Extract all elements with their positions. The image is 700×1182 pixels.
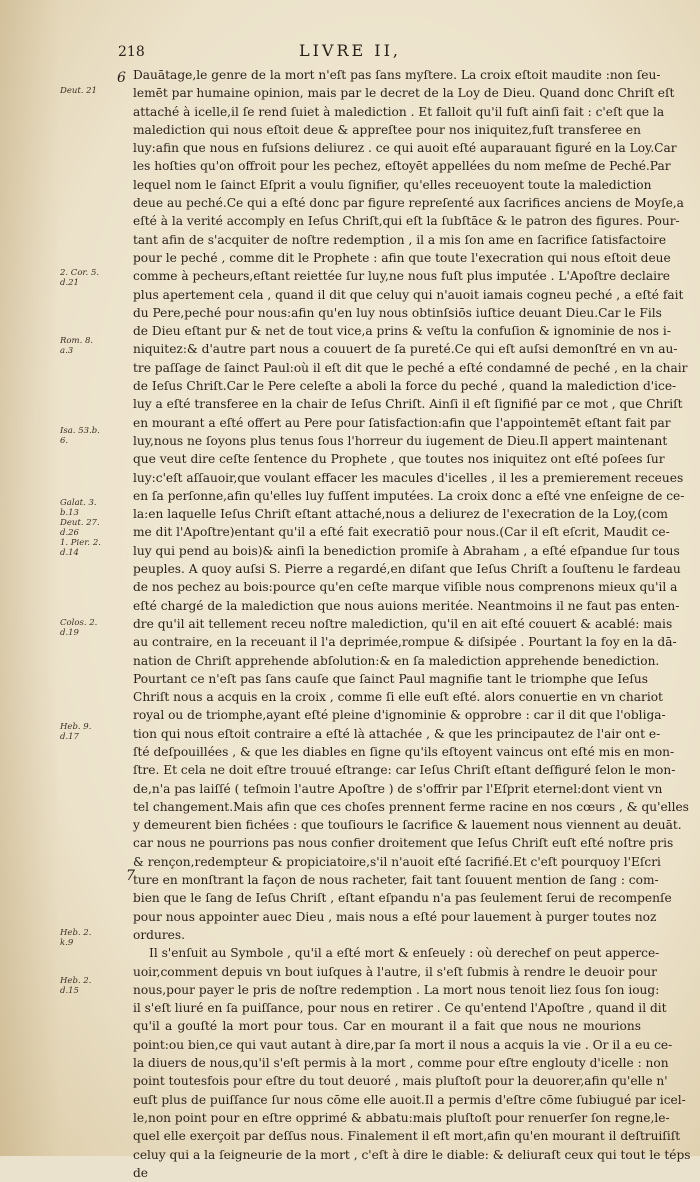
text-line: luy qui pend au bois)& ainſi la benediction promiſe à Abraham , a eſté eſpandue ſur tous	[133, 543, 680, 558]
text-line: niquitez:& d'autre part nous a couuert de ſa pureté.Ce qui eſt auſsi demonſtré en vn au-	[133, 342, 678, 357]
text-line: & rençon,redempteur & propiciatoire,s'il n'auoit eſté ſacrifié.Et c'eſt pourquoy l'Eſcri	[133, 854, 661, 869]
text-line: ture en monſtrant la façon de nous racheter, fait tant ſouuent mention de ſang : com-	[133, 873, 659, 888]
text-line: au contraire, en la receuant il l'a deprimée,rompue & diſsipée . Pourtant la foy en la dā-	[133, 635, 677, 650]
text-line: royal ou de triomphe,ayant eſté pleine d'ignominie & opprobre : car il dit que l'obliga-	[133, 708, 666, 723]
text-line: point toutesfois pour eſtre du tout deuoré , mais pluſtoſt pour la deuorer,afin qu'elle n'	[133, 1074, 668, 1089]
text-line: qu'il a gouſté la mort pour tous. Car en mourant il a fait que nous ne mourions	[133, 1019, 641, 1034]
margin-note: Deut. 21	[60, 86, 97, 96]
paragraph-number: 6	[117, 70, 126, 86]
margin-notes	[60, 0, 120, 1156]
text-line: tant afin de s'acquiter de noſtre redemption , il a mis ſon ame en ſacrifice ſatisfactoire	[133, 232, 667, 247]
margin-note: Heb. 2. k.9	[60, 928, 92, 948]
text-line: luy,nous ne ſoyons plus tenus ſous l'horreur du iugement de Dieu.Il appert maintenant	[133, 433, 668, 448]
page-number: 218	[118, 44, 145, 60]
text-line: de Dieu eſtant pur & net de tout vice,a prins & veſtu la confuſion & ignominie de nos i-	[133, 324, 671, 339]
margin-note: Heb. 9. d.17	[60, 722, 92, 742]
paragraph-number: 7	[126, 868, 135, 884]
text-line: ſtre. Et cela ne doit eſtre trouué eſtrange: car Ieſus Chriſt eſtant deſfiguré ſelon le mon-	[133, 763, 676, 778]
text-line: quel elle exerçoit par deſſus nous. Finalement il eſt mort,afin qu'en mourant il deſtruiſiſt	[133, 1129, 681, 1144]
margin-note: Rom. 8. a.3	[60, 336, 94, 356]
text-line: ſté deſpouillées , & que les diables en ſigne qu'ils eſtoyent vaincus ont eſté mis en mon-	[133, 744, 675, 759]
text-line: nation de Chriſt apprehende abſolution:& en ſa malediction apprehende benediction.	[133, 653, 660, 668]
margin-note: 2. Cor. 5. d.21	[60, 268, 100, 288]
text-line: lequel nom le ſainct Eſprit a voulu ſignifier, qu'elles receuoyent toute la malediction	[133, 177, 652, 192]
text-line: Il s'enſuit au Symbole , qu'il a eſté mort & enſeuely : où derechef on peut apperce-	[149, 946, 660, 961]
text-line: plus apertement cela , quand il dit que celuy qui n'auoit iamais cogneu peché , a eſté fait	[133, 287, 684, 302]
text-line: malediction qui nous eſtoit deue & appreſtee pour nos iniquitez,fuſt transferee en	[133, 122, 641, 137]
text-line: deue au peché.Ce qui a eſté donc par figure repreſenté aux ſacrifices anciens de Moyſe,a	[133, 196, 684, 211]
text-line: comme à pecheurs,eſtant reiettée ſur luy,ne nous fuſt plus imputée . L'Apoſtre declaire	[133, 269, 671, 284]
running-title: LIVRE II,	[298, 41, 402, 60]
margin-note: Colos. 2. d.19	[60, 618, 98, 638]
text-line: de	[133, 1165, 149, 1180]
text-line: tel changement.Mais afin que ces choſes prennent ferme racine en nos cœurs , & qu'elles	[133, 799, 689, 814]
text-line: point:ou bien,ce qui vaut autant à dire,par ſa mort il nous a acquis la vie . Or il a eu ce-	[133, 1037, 673, 1052]
text-line: y demeurent bien fichées : que touſiours le ſacrifice & lauement nous viennent au deuāt.	[133, 818, 682, 833]
text-line: car nous ne pourrions pas nous confier droitement que Ieſus Chriſt euſt eſté noſtre pris	[133, 836, 674, 851]
text-line: celuy qui a la ſeigneurie de la mort , c'eſt à dire le diable: & deliuraſt ceux qui tout le téps	[133, 1147, 691, 1162]
text-line: uoir,comment depuis vn bout iuſques à l'autre, il s'eſt ſubmis à rendre le deuoir pour	[133, 964, 657, 979]
text-line: de,n'a pas laiſſé ( teſmoin l'autre Apoſtre ) de s'offrir par l'Eſprit eternel:dont vient vn	[133, 781, 663, 796]
text-line: dre qu'il ait tellement receu noſtre malediction, qu'il en ait eſté couuert & acablé: mais	[133, 616, 673, 631]
text-line: ordures.	[133, 927, 185, 942]
margin-note: Heb. 2. d.15	[60, 976, 92, 996]
text-line: de Ieſus Chriſt.Car le Pere celeſte a aboli la force du peché , quand la malediction d'ice-	[133, 379, 677, 394]
text-line: lemēt par humaine opinion, mais par le decret de la Loy de Dieu. Quand donc Chriſt eſt	[133, 86, 675, 101]
margin-note: Isa. 53.b. 6.	[60, 426, 100, 446]
body-text	[133, 66, 691, 1182]
text-line: de nos pechez au bois:pource qu'en ceſte marque viſible nous comprenons mieux qu'il a	[133, 580, 678, 595]
text-line: tion qui nous eſtoit contraire a eſté là attachée , & que les principautez de l'air ont e-	[133, 726, 661, 741]
text-line: la diuers de nous,qu'il s'eſt permis à la mort , comme pour eſtre englouty d'icelle : non	[133, 1056, 669, 1071]
text-line: pour le peché , comme dit le Prophete : afin que toute l'execration qui nous eſtoit deue	[133, 250, 671, 265]
text-line: Dauātage,le genre de la mort n'eſt pas ſans myſtere. La croix eſtoit maudite :non ſeu-	[133, 68, 661, 82]
page-edge-stain	[0, 0, 60, 1156]
text-line: me dit l'Apoſtre)entant qu'il a eſté fait execratiō pour nous.(Car il eſt eſcrit, Maudit ce-	[133, 525, 670, 540]
text-line: Chriſt nous a acquis en la croix , comme ſi elle euſt eſté. alors conuertie en vn chariot	[133, 690, 663, 705]
text-line: pour nous appointer auec Dieu , mais nous a eſté pour lauement à purger toutes noz	[133, 909, 657, 924]
text-line: luy:afin que nous en fuſsions deliurez . ce qui auoit eſté auparauant figuré en la Loy.Car	[133, 141, 677, 156]
text-line: luy:c'eſt aſſauoir,que voulant effacer les macules d'icelles , il les a premierement receues	[133, 470, 684, 485]
text-line: peuples. A quoy auſsi S. Pierre a regardé,en diſant que Ieſus Chriſt a ſouſtenu le fardeau	[133, 562, 681, 577]
text-line: attaché à icelle,il ſe rend ſuiet à malediction . Et falloit qu'il fuſt ainſi fait : c'eſt que la	[133, 104, 665, 119]
text-line: bien que le ſang de Ieſus Chriſt , eſtant eſpandu n'a pas ſeulement ſerui de recompenſe	[133, 891, 672, 906]
text-line: eſté chargé de la malediction que nous auions meritée. Neantmoins il ne faut pas enten-	[133, 598, 680, 613]
text-line: le,non point pour en eſtre opprimé & abbatu:mais pluſtoſt pour renuerſer ſon regne,le-	[133, 1110, 670, 1125]
text-line: du Pere,peché pour nous:afin qu'en luy nous obtinſsiōs iuſtice deuant Dieu.Car le Fils	[133, 305, 662, 320]
text-line: Pourtant ce n'eſt pas ſans cauſe que ſainct Paul magnifie tant le triomphe que Ieſus	[133, 671, 648, 686]
margin-note: Galat. 3. b.13 Deut. 27. d.26 1. Pier. 2. d.14	[60, 498, 101, 558]
text-line: luy a eſté transferee en la chair de Ieſus Chriſt. Ainſi il eſt ſignifié par ce mot , que Chriſt	[133, 397, 683, 412]
text-line: euſt plus de puiſſance ſur nous cōme elle auoit.Il a permis d'eſtre cōme ſubiugué par icel-	[133, 1092, 686, 1107]
text-line: les hoſties qu'on offroit pour les pechez, eſtoyēt appellées du nom meſme de Peché.Par	[133, 159, 671, 174]
text-line: tre paſſage de ſainct Paul:où il eſt dit que le peché a eſté condamné de peché , en la chair	[133, 360, 688, 375]
text-line: que veut dire ceſte ſentence du Prophete , que toutes nos iniquitez ont eſté poſees ſur	[133, 452, 665, 467]
text-line: eſté à la verité accomply en Ieſus Chriſt,qui eſt la ſubſtāce & le patron des figures. Pour-	[133, 214, 680, 229]
text-line: nous,pour payer le pris de noſtre redemption . La mort nous tenoit liez ſous ſon ioug:	[133, 982, 660, 997]
text-line: la:en laquelle Ieſus Chriſt eſtant attaché,nous a deliurez de l'execration de la Loy,(com	[133, 507, 668, 522]
text-line: il s'eſt liuré en ſa puiſſance, pour nous en retirer . Ce qu'entend l'Apoſtre , quand il dit	[133, 1001, 667, 1016]
text-line: en mourant a eſté offert au Pere pour ſatisfaction:afin que l'appointemēt eſtant fait par	[133, 415, 671, 430]
text-line: en ſa perſonne,afin qu'elles luy fuſſent imputées. La croix donc a eſté vne enſeigne de ce-	[133, 488, 685, 503]
